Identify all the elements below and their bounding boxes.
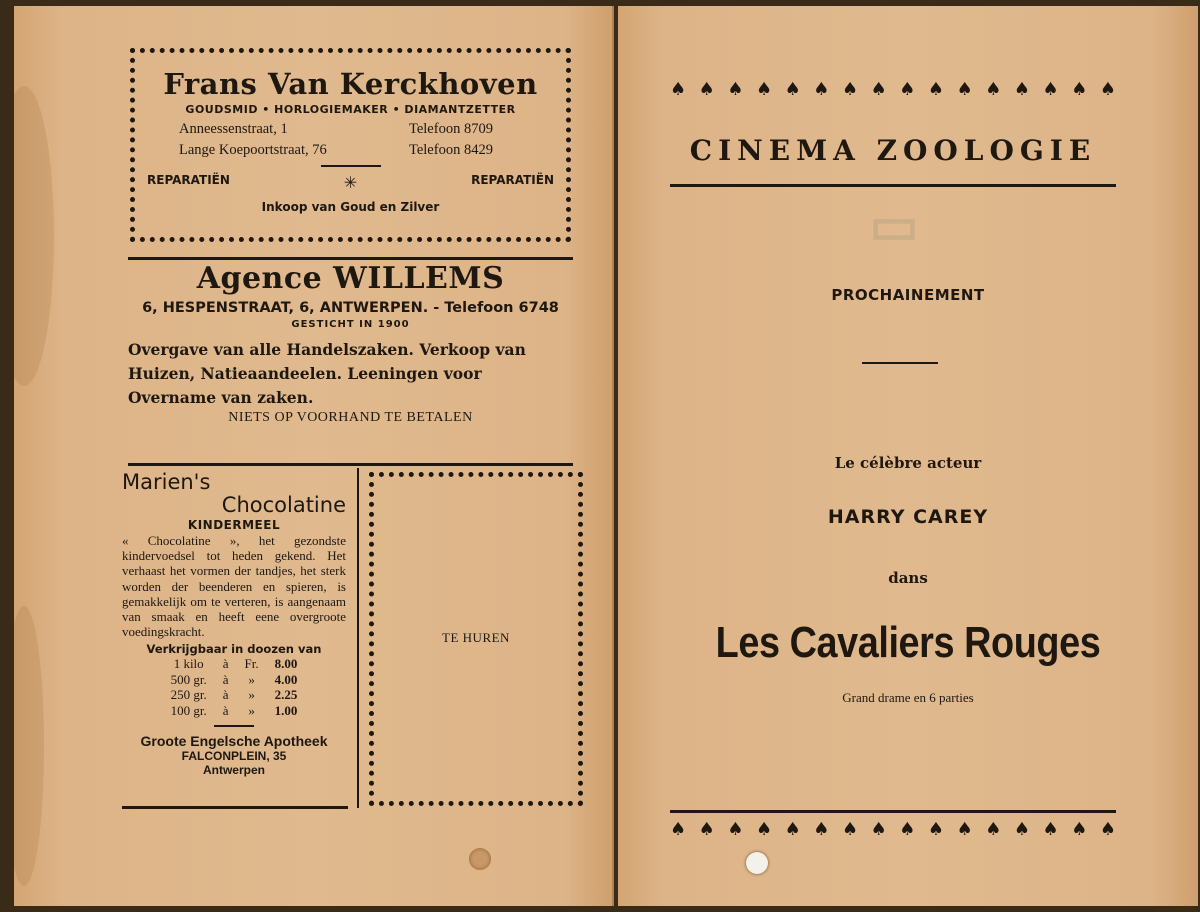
actor-name: HARRY CAREY: [827, 506, 989, 528]
ornament-icon: ♠: [956, 819, 973, 840]
address-street: Lange Koepoortstraat, 76: [179, 142, 327, 158]
ornament-icon: ♠: [1042, 79, 1059, 100]
price-at: à: [222, 656, 229, 672]
divider: [122, 806, 348, 809]
ornament-icon: ♠: [1013, 819, 1031, 840]
ornament-icon: ♠: [727, 819, 744, 840]
ornament-icon: ♠: [670, 819, 687, 840]
ornament-icon: ♠: [1071, 819, 1088, 840]
ornament-icon: ♠: [698, 819, 715, 840]
ad-marien-description: « Chocolatine », het gezondste kindervoedsel tot heden gekend. Het verhaast het vormen der tandjes, het sterk worden der beenderen en spieren, is gemakkelijk om te verteren, is aangenaam van smaak en heeft eene overgroote voedingskracht.: [122, 533, 346, 640]
price-value: 4.00: [274, 671, 298, 687]
price-at: à: [222, 687, 229, 703]
ornament-icon: ♠: [727, 79, 744, 100]
ad-marien-city: Antwerpen: [202, 762, 265, 777]
asterisk-icon: ✳: [343, 173, 358, 192]
divider: [128, 463, 573, 466]
ad-willems-name: Agence WILLEMS: [196, 261, 505, 296]
ornament-icon: ♠: [870, 819, 887, 840]
ad-willems: [128, 261, 573, 426]
ad-space-for-rent: [369, 472, 583, 806]
ad-willems-address: 6, HESPENSTRAAT, 6, ANTWERPEN. - Telefoon 6748: [142, 300, 559, 316]
ornament-icon: ♠: [755, 79, 773, 100]
price-currency: »: [248, 702, 255, 718]
table-row: [163, 656, 306, 672]
ad-marien-pharmacy: Groote Engelsche Apotheek: [140, 732, 328, 749]
ad-kerckhoven-repairs: [135, 173, 566, 192]
ad-marien-brand: Marien's: [122, 470, 211, 494]
table-row: [163, 687, 306, 703]
cinema-title: CINEMA ZOOLOGIE: [689, 134, 1097, 167]
address-phone: Telefoon 8429: [409, 142, 493, 158]
divider: [321, 165, 381, 167]
repair-label-right: REPARATIËN: [471, 173, 554, 187]
price-at: à: [222, 702, 229, 718]
divider: [128, 257, 573, 260]
price-value: 2.25: [274, 687, 298, 703]
ornament-icon: ♠: [784, 79, 801, 100]
ad-kerckhoven-name: Frans Van Kerckhoven: [163, 67, 538, 101]
table-row: [163, 672, 306, 688]
ornament-icon: ♠: [841, 79, 859, 100]
film-subtitle: Grand drame en 6 parties: [842, 690, 974, 705]
address-row: [179, 119, 566, 140]
ornament-icon: ♠: [927, 819, 945, 840]
ornament-icon: ♠: [784, 819, 801, 840]
coming-soon-label: PROCHAINEMENT: [831, 286, 985, 304]
divider: [670, 184, 1116, 187]
ornament-icon: ♠: [927, 79, 945, 100]
price-at: à: [222, 671, 229, 687]
ornament-icon: ♠: [698, 79, 715, 100]
price-size: 250 gr.: [170, 687, 207, 703]
table-row: [163, 703, 306, 719]
ornament-border-top: [670, 80, 1116, 100]
ornament-icon: ♠: [755, 819, 773, 840]
ad-space-text: TE HUREN: [442, 630, 510, 645]
ornament-icon: ♠: [985, 79, 1002, 100]
price-currency: »: [248, 671, 255, 687]
ornament-icon: ♠: [1042, 819, 1059, 840]
ornament-icon: ♠: [813, 79, 830, 100]
ornament-icon: ♠: [899, 79, 916, 100]
ad-willems-body: Overgave van alle Handelszaken. Verkoop van Huizen, Natieaandeelen. Leeningen voor Overname van zaken.: [128, 340, 526, 407]
price-value: 1.00: [274, 702, 298, 718]
price-value: 8.00: [274, 656, 298, 672]
ornament-border-bottom: [670, 820, 1116, 840]
column-divider: [357, 468, 359, 808]
ad-kerckhoven-addresses: [135, 119, 566, 161]
ad-marien-brand-product: Chocolatine: [221, 493, 346, 517]
ad-marien-availability: Verkrijgbaar in doozen van: [146, 642, 322, 657]
address-street: Anneessenstraat, 1: [179, 121, 288, 137]
punch-hole: [469, 848, 491, 870]
ad-kerckhoven-buying: Inkoop van Goud en Zilver: [261, 200, 440, 214]
ornament-icon: ♠: [1099, 79, 1116, 100]
price-table: [163, 656, 306, 718]
ornament-icon: ♠: [670, 79, 687, 100]
paper-stain: [14, 86, 54, 386]
ornament-icon: ♠: [1071, 79, 1088, 100]
address-phone: Telefoon 8709: [409, 121, 493, 137]
ad-marien-square: FALCONPLEIN, 35: [181, 748, 287, 763]
connector-text: dans: [888, 569, 928, 587]
price-currency: Fr.: [244, 656, 259, 672]
ornament-icon: ♠: [870, 79, 887, 100]
right-page: [618, 6, 1198, 906]
ornament-icon: ♠: [841, 819, 859, 840]
ornament-icon: ♠: [899, 819, 916, 840]
repair-label-left: REPARATIËN: [147, 173, 230, 187]
punch-hole: [746, 852, 768, 874]
ad-willems-founded: GESTICHT IN 1900: [291, 319, 410, 330]
price-size: 100 gr.: [170, 702, 207, 718]
ad-willems-note: NIETS OP VOORHAND TE BETALEN: [228, 410, 473, 425]
intro-text: Le célèbre acteur: [834, 454, 982, 472]
divider: [862, 362, 938, 364]
ad-kerckhoven-trades: GOUDSMID • HORLOGIEMAKER • DIAMANTZETTER: [185, 103, 516, 116]
left-page: [14, 6, 614, 906]
divider: [214, 725, 254, 727]
ornament-icon: ♠: [1099, 819, 1116, 840]
price-size: 500 gr.: [170, 671, 207, 687]
price-currency: »: [248, 687, 255, 703]
divider: [670, 810, 1116, 813]
ornament-icon: ♠: [1013, 79, 1031, 100]
bleed-through: ▭: [869, 198, 919, 255]
ad-marien-product: KINDERMEEL: [187, 518, 281, 532]
address-row: [179, 140, 566, 161]
price-size: 1 kilo: [173, 656, 204, 672]
ad-kerckhoven: [130, 48, 571, 242]
ornament-icon: ♠: [985, 819, 1002, 840]
ornament-icon: ♠: [813, 819, 830, 840]
film-title: Les Cavaliers Rouges: [715, 618, 1101, 667]
paper-stain: [14, 606, 44, 886]
ornament-icon: ♠: [956, 79, 973, 100]
ad-marien: [122, 471, 346, 777]
